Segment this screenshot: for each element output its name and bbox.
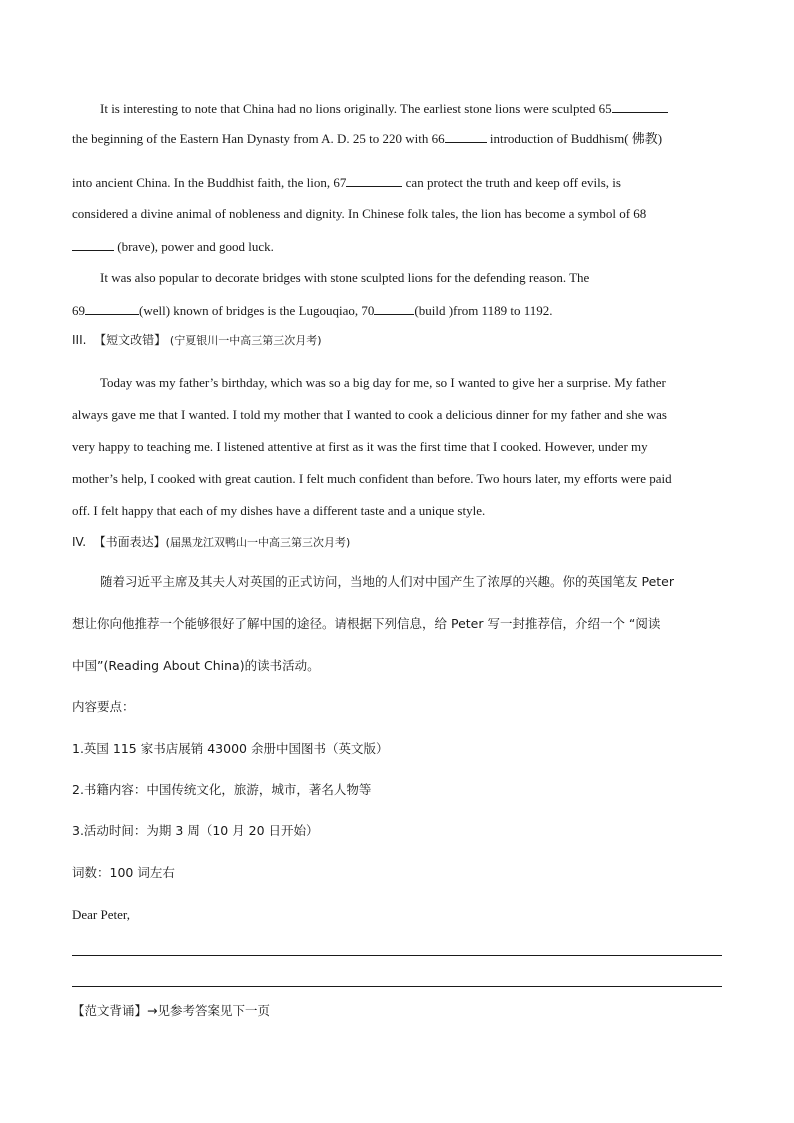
writing-line-1: [72, 955, 722, 956]
word-count-text: 词数：100 词左右: [72, 865, 175, 880]
prompt-text: 想让你向他推荐一个能够很好了解中国的途径。请根据下列信息，给 Peter 写一封推荐信，介绍一个 “阅读: [72, 616, 661, 631]
cloze-text: 69: [72, 303, 85, 318]
salutation: [72, 907, 722, 923]
cloze-line-6: [100, 270, 722, 286]
point-3: [72, 823, 722, 839]
writing-prompt-line-2: [72, 616, 722, 632]
section-title: 【书面表达】: [93, 535, 166, 549]
passage-text: always gave me that I wanted. I told my mother that I wanted to cook a delicious dinner for my father and she was: [72, 407, 667, 422]
writing-prompt-line-3: [72, 658, 722, 674]
passage-text: mother’s help, I cooked with great caution. I felt much confident than before. Two hours later, my efforts were paid: [72, 471, 672, 486]
points-label-text: 内容要点：: [72, 699, 135, 714]
cloze-text: (brave), power and good luck.: [114, 239, 274, 254]
footer-note-text: 【范文背诵】→见参考答案见下一页: [72, 1003, 270, 1018]
point-text: 1.英国 115 家书店展销 43000 余册中国图书（英文版）: [72, 741, 389, 756]
prompt-text: 中国”(Reading About China)的读书活动。: [72, 658, 320, 673]
points-label: [72, 699, 722, 715]
blank-69: [85, 302, 139, 315]
cloze-text: into ancient China. In the Buddhist faith, the lion, 67: [72, 175, 347, 190]
section-source: (宁夏银川一中高三第三次月考): [169, 334, 322, 347]
cloze-text: can protect the truth and keep off evils, is: [402, 175, 621, 190]
error-correction-line-1: [100, 375, 722, 391]
cloze-text: It was also popular to decorate bridges with stone sculpted lions for the defending reason. The: [100, 270, 590, 285]
cloze-line-3: [72, 174, 722, 191]
error-correction-line-5: [72, 503, 722, 519]
salutation-text: Dear Peter,: [72, 907, 130, 922]
error-correction-line-2: [72, 407, 722, 423]
blank-66: [445, 130, 487, 143]
blank-68: [72, 238, 114, 251]
passage-text: Today was my father’s birthday, which was so a big day for me, so I wanted to give her a surprise. My father: [100, 375, 666, 390]
section-number: IV.: [72, 535, 87, 549]
blank-67: [346, 174, 402, 187]
point-text: 3.活动时间：为期 3 周（10 月 20 日开始）: [72, 823, 319, 838]
prompt-text: 随着习近平主席及其夫人对英国的正式访问，当地的人们对中国产生了浓厚的兴趣。你的英国笔友 Peter: [100, 574, 674, 589]
cloze-text: introduction of Buddhism( 佛教): [486, 131, 663, 146]
cloze-line-7: [72, 302, 722, 319]
section-4-heading: [72, 534, 722, 551]
section-source: (届黑龙江双鸭山一中高三第三次月考): [165, 536, 351, 549]
error-correction-line-3: [72, 439, 722, 455]
cloze-text: considered a divine animal of nobleness and dignity. In Chinese folk tales, the lion has become a symbol of 68: [72, 206, 647, 221]
writing-prompt-line-1: [100, 574, 722, 590]
point-text: 2.书籍内容：中国传统文化，旅游，城市，著名人物等: [72, 782, 372, 797]
writing-line-2: [72, 986, 722, 987]
cloze-line-5: [72, 238, 722, 255]
footer-note: [72, 1003, 722, 1019]
passage-text: very happy to teaching me. I listened attentive at first as it was the first time that I cooked. However, under my: [72, 439, 648, 454]
cloze-text: It is interesting to note that China had no lions originally. The earliest stone lions were sculpted 65: [100, 101, 612, 116]
blank-70: [374, 302, 414, 315]
word-count: [72, 865, 722, 881]
cloze-line-4: [72, 206, 722, 222]
point-1: [72, 741, 722, 757]
cloze-text: the beginning of the Eastern Han Dynasty from A. D. 25 to 220 with 66: [72, 131, 445, 146]
cloze-text: (build )from 1189 to 1192.: [414, 303, 553, 318]
cloze-line-1: [100, 100, 722, 117]
cloze-text: (well) known of bridges is the Lugouqiao, 70: [139, 303, 375, 318]
section-title: 【短文改错】: [94, 333, 167, 347]
section-3-heading: [72, 332, 722, 349]
point-2: [72, 782, 722, 798]
cloze-line-2: [72, 130, 722, 147]
error-correction-line-4: [72, 471, 722, 487]
section-number: III.: [72, 333, 87, 347]
blank-65: [612, 100, 668, 113]
passage-text: off. I felt happy that each of my dishes have a different taste and a unique style.: [72, 503, 486, 518]
